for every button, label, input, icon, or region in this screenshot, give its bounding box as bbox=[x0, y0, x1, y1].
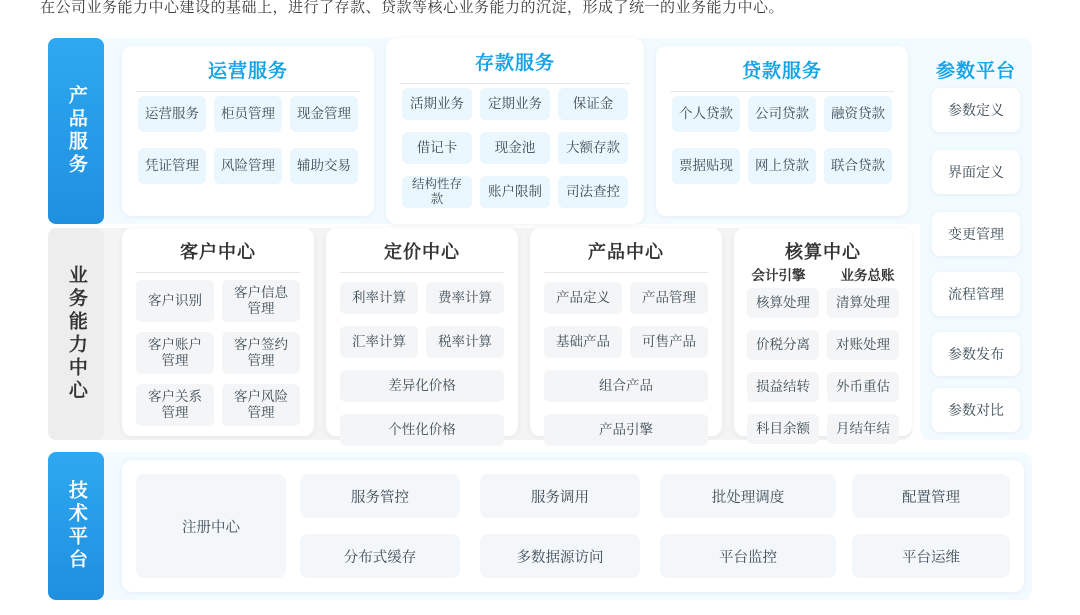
card-title: 定价中心 bbox=[384, 242, 460, 262]
chip-row bbox=[530, 322, 722, 362]
chip-row bbox=[122, 144, 374, 188]
param-platform-title: 参数平台 bbox=[935, 61, 1016, 82]
param-item[interactable]: 界面定义 bbox=[932, 150, 1020, 194]
chip-row bbox=[326, 278, 518, 318]
chip[interactable]: 可售产品 bbox=[630, 326, 708, 358]
chip[interactable]: 结构性存款 bbox=[402, 176, 472, 208]
card-title: 存款服务 bbox=[474, 53, 555, 74]
chip[interactable]: 清算处理 bbox=[827, 288, 899, 318]
chip[interactable]: 客户信息管理 bbox=[222, 280, 300, 322]
chip[interactable]: 大额存款 bbox=[558, 132, 628, 164]
chip-row bbox=[656, 144, 908, 188]
layer-label-product-service: 产品服务 bbox=[48, 38, 104, 224]
chip[interactable]: 现金池 bbox=[480, 132, 550, 164]
chip[interactable]: 差异化价格 bbox=[340, 370, 504, 402]
chip[interactable]: 月结年结 bbox=[827, 414, 899, 444]
chip[interactable]: 税率计算 bbox=[426, 326, 504, 358]
chip-row bbox=[530, 278, 722, 318]
chip-row bbox=[656, 92, 908, 136]
chip[interactable]: 损益结转 bbox=[747, 372, 819, 402]
chip[interactable]: 个人贷款 bbox=[672, 96, 740, 132]
chip-row bbox=[734, 284, 912, 322]
chip-row bbox=[326, 322, 518, 362]
card-deposit-service bbox=[386, 38, 644, 224]
chip[interactable]: 科目余额 bbox=[747, 414, 819, 444]
chip[interactable]: 公司贷款 bbox=[748, 96, 816, 132]
chip[interactable]: 风险管理 bbox=[214, 148, 282, 184]
chip[interactable]: 利率计算 bbox=[340, 282, 418, 314]
param-item[interactable]: 参数对比 bbox=[932, 388, 1020, 432]
chip[interactable]: 产品定义 bbox=[544, 282, 622, 314]
chip-row bbox=[122, 380, 314, 430]
card-title: 运营服务 bbox=[207, 61, 288, 82]
chip-row bbox=[386, 172, 644, 212]
top-caption: 在公司业务能力中心建设的基础上，进行了存款、贷款等核心业务能力的沉淀，形成了统一的业务能力中心。 bbox=[40, 0, 785, 16]
param-item[interactable]: 参数定义 bbox=[932, 88, 1020, 132]
chip[interactable]: 账户限制 bbox=[480, 176, 550, 208]
chip-row bbox=[122, 328, 314, 378]
param-item[interactable]: 流程管理 bbox=[932, 272, 1020, 316]
subhead-label: 业务总账 bbox=[840, 268, 895, 283]
chip[interactable]: 凭证管理 bbox=[138, 148, 206, 184]
chip[interactable]: 组合产品 bbox=[544, 370, 708, 402]
card-loan-service bbox=[656, 46, 908, 216]
chip[interactable]: 辅助交易 bbox=[290, 148, 358, 184]
card-operation-service bbox=[122, 46, 374, 216]
tech-chip[interactable]: 服务管控 bbox=[300, 474, 460, 518]
card-product-center bbox=[530, 228, 722, 436]
chip[interactable]: 产品管理 bbox=[630, 282, 708, 314]
chip[interactable]: 融资贷款 bbox=[824, 96, 892, 132]
chip[interactable]: 个性化价格 bbox=[340, 414, 504, 446]
subhead-label: 会计引擎 bbox=[751, 268, 806, 283]
chip-row bbox=[734, 368, 912, 406]
divider bbox=[136, 272, 300, 273]
tech-chip[interactable]: 平台运维 bbox=[852, 534, 1010, 578]
tech-chip[interactable]: 平台监控 bbox=[660, 534, 836, 578]
chip[interactable]: 保证金 bbox=[558, 88, 628, 120]
chip-row bbox=[734, 410, 912, 448]
chip[interactable]: 运营服务 bbox=[138, 96, 206, 132]
tech-chip[interactable]: 批处理调度 bbox=[660, 474, 836, 518]
chip[interactable]: 联合贷款 bbox=[824, 148, 892, 184]
card-pricing-center bbox=[326, 228, 518, 436]
chip[interactable]: 客户风险管理 bbox=[222, 384, 300, 426]
card-title: 产品中心 bbox=[588, 242, 664, 262]
param-item[interactable]: 变更管理 bbox=[932, 212, 1020, 256]
chip-row bbox=[326, 366, 518, 406]
chip[interactable]: 定期业务 bbox=[480, 88, 550, 120]
layer-label-capability-center: 业务能力中心 bbox=[48, 228, 104, 440]
chip[interactable]: 借记卡 bbox=[402, 132, 472, 164]
chip[interactable]: 费率计算 bbox=[426, 282, 504, 314]
param-item[interactable]: 参数发布 bbox=[932, 332, 1020, 376]
chip-row bbox=[326, 410, 518, 450]
chip[interactable]: 对账处理 bbox=[827, 330, 899, 360]
card-title: 核算中心 bbox=[785, 242, 861, 262]
chip-row bbox=[530, 366, 722, 406]
chip[interactable]: 核算处理 bbox=[747, 288, 819, 318]
chip[interactable]: 客户识别 bbox=[136, 280, 214, 322]
card-title: 贷款服务 bbox=[741, 61, 822, 82]
chip[interactable]: 票据贴现 bbox=[672, 148, 740, 184]
chip-row bbox=[530, 410, 722, 450]
chip[interactable]: 客户关系管理 bbox=[136, 384, 214, 426]
tech-chip[interactable]: 配置管理 bbox=[852, 474, 1010, 518]
tech-chip[interactable]: 多数据源访问 bbox=[480, 534, 640, 578]
divider bbox=[544, 272, 708, 273]
tech-register-center[interactable]: 注册中心 bbox=[136, 474, 286, 578]
chip[interactable]: 产品引擎 bbox=[544, 414, 708, 446]
chip[interactable]: 客户账户管理 bbox=[136, 332, 214, 374]
chip-row bbox=[386, 84, 644, 124]
chip[interactable]: 活期业务 bbox=[402, 88, 472, 120]
tech-chip[interactable]: 服务调用 bbox=[480, 474, 640, 518]
chip[interactable]: 基础产品 bbox=[544, 326, 622, 358]
chip[interactable]: 网上贷款 bbox=[748, 148, 816, 184]
chip-row bbox=[734, 326, 912, 364]
chip-row bbox=[122, 92, 374, 136]
divider bbox=[340, 272, 504, 273]
tech-chip[interactable]: 分布式缓存 bbox=[300, 534, 460, 578]
card-accounting-center bbox=[734, 228, 912, 436]
card-title: 客户中心 bbox=[180, 242, 256, 262]
chip[interactable]: 司法查控 bbox=[558, 176, 628, 208]
chip[interactable]: 汇率计算 bbox=[340, 326, 418, 358]
chip[interactable]: 外币重估 bbox=[827, 372, 899, 402]
chip-row bbox=[122, 276, 314, 326]
card-customer-center bbox=[122, 228, 314, 436]
chip-row bbox=[386, 128, 644, 168]
accounting-subheads bbox=[734, 264, 912, 284]
chip[interactable]: 现金管理 bbox=[290, 96, 358, 132]
chip[interactable]: 价税分离 bbox=[747, 330, 819, 360]
chip[interactable]: 客户签约管理 bbox=[222, 332, 300, 374]
chip[interactable]: 柜员管理 bbox=[214, 96, 282, 132]
layer-label-tech-platform: 技术平台 bbox=[48, 452, 104, 600]
